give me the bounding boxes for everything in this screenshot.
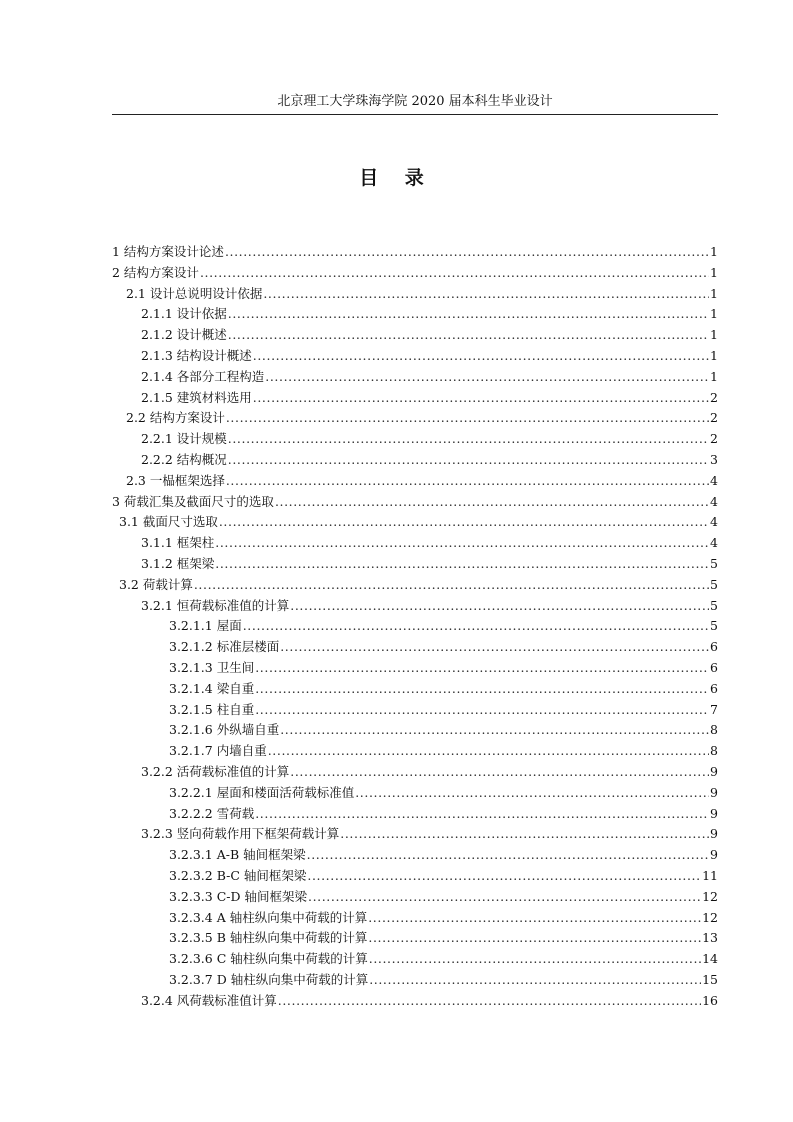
toc-dot-leader: [369, 949, 701, 970]
toc-entry[interactable]: [112, 991, 718, 1012]
toc-dot-leader: [275, 492, 709, 513]
toc-dot-leader: [255, 804, 709, 825]
toc-entry-page-number: 1: [710, 306, 718, 322]
toc-entry[interactable]: [112, 720, 718, 741]
toc-dot-leader: [200, 263, 709, 284]
toc-entry-label: 3.2.1.6 外纵墙自重: [169, 722, 280, 738]
toc-entry-page-number: 7: [710, 701, 718, 717]
toc-dot-leader: [225, 242, 709, 263]
toc-entry-label: 3.2.3.2 B-C 轴间框架梁: [169, 867, 307, 883]
toc-entry-label: 3.2.1.3 卫生间: [169, 659, 255, 675]
toc-dot-leader: [290, 596, 709, 617]
toc-entry-page-number: 6: [710, 680, 718, 696]
toc-dot-leader: [226, 408, 709, 429]
toc-entry-label: 2.1.1 设计依据: [141, 306, 227, 322]
toc-entry-page-number: 4: [710, 472, 718, 488]
toc-entry-label: 3.2.1.5 柱自重: [169, 701, 255, 717]
toc-entry[interactable]: [112, 616, 718, 637]
toc-entry[interactable]: [112, 554, 718, 575]
toc-entry[interactable]: [112, 325, 718, 346]
toc-entry[interactable]: [112, 928, 718, 949]
toc-entry-page-number: 1: [710, 368, 718, 384]
toc-entry-label: 1 结构方案设计论述: [112, 244, 224, 259]
toc-dot-leader: [307, 866, 701, 887]
toc-entry[interactable]: [112, 679, 718, 700]
toc-dot-leader: [355, 783, 709, 804]
toc-entry-label: 2.2.2 结构概况: [141, 451, 227, 467]
toc-dot-leader: [308, 887, 701, 908]
toc-entry-label: 3.2.4 风荷载标准值计算: [141, 992, 277, 1008]
toc-entry-label: 2.1.3 结构设计概述: [141, 347, 252, 363]
toc-dot-leader: [290, 762, 709, 783]
toc-entry-page-number: 9: [710, 847, 718, 863]
toc-dot-leader: [226, 471, 709, 492]
toc-dot-leader: [194, 575, 709, 596]
toc-entry-label: 3.2.1 恒荷载标准值的计算: [141, 597, 290, 613]
toc-entry-label: 3.2.1.2 标准层楼面: [169, 639, 280, 655]
toc-dot-leader: [268, 741, 709, 762]
toc-dot-leader: [280, 637, 709, 658]
toc-entry-label: 3.2.3.5 B 轴柱纵向集中荷载的计算: [169, 930, 368, 946]
toc-entry-page-number: 1: [710, 347, 718, 363]
toc-entry-label: 3.2.3.6 C 轴柱纵向集中荷载的计算: [169, 951, 368, 967]
toc-entry[interactable]: [112, 887, 718, 908]
toc-entry[interactable]: [112, 700, 718, 721]
toc-dot-leader: [368, 928, 701, 949]
toc-entry[interactable]: [112, 866, 718, 887]
toc-entry-label: 2 结构方案设计: [112, 264, 199, 280]
toc-entry-label: 3.2 荷载计算: [119, 576, 193, 592]
toc-entry-page-number: 4: [710, 514, 718, 530]
toc-dot-leader: [219, 512, 709, 533]
toc-entry-label: 3.2.3.7 D 轴柱纵向集中荷载的计算: [169, 971, 369, 987]
toc-entry-page-number: 2: [710, 410, 718, 426]
toc-entry-page-number: 1: [710, 244, 718, 259]
toc-entry-page-number: 9: [710, 784, 718, 800]
toc-dot-leader: [253, 388, 709, 409]
toc-entry[interactable]: [112, 429, 718, 450]
toc-entry-label: 3.2.3 竖向荷载作用下框架荷载计算: [141, 826, 340, 842]
toc-dot-leader: [369, 970, 701, 991]
toc-dot-leader: [228, 304, 709, 325]
toc-entry-page-number: 9: [710, 763, 718, 779]
toc-entry-page-number: 6: [710, 659, 718, 675]
toc-dot-leader: [280, 720, 709, 741]
toc-entry-label: 3.1.1 框架柱: [141, 535, 215, 551]
toc-entry[interactable]: [112, 263, 718, 284]
toc-entry-page-number: 9: [710, 826, 718, 842]
toc-entry[interactable]: [112, 346, 718, 367]
toc-entry[interactable]: [112, 367, 718, 388]
toc-entry-page-number: 1: [710, 285, 718, 301]
toc-entry[interactable]: [112, 284, 718, 305]
toc-entry-label: 3.2.2.2 雪荷载: [169, 805, 255, 821]
toc-entry-page-number: 4: [710, 493, 718, 509]
toc-entry-page-number: 8: [710, 722, 718, 738]
toc-entry[interactable]: [112, 845, 718, 866]
toc-entry-page-number: 3: [710, 451, 718, 467]
toc-entry-label: 3.2.1.1 屋面: [169, 618, 242, 634]
toc-dot-leader: [253, 346, 709, 367]
toc-entry[interactable]: [112, 762, 718, 783]
toc-entry[interactable]: [112, 804, 718, 825]
toc-entry[interactable]: [112, 512, 718, 533]
toc-entry[interactable]: [112, 408, 718, 429]
toc-entry[interactable]: [112, 492, 718, 513]
toc-dot-leader: [215, 533, 709, 554]
toc-dot-leader: [263, 284, 709, 305]
toc-entry[interactable]: [112, 304, 718, 325]
toc-entry[interactable]: [112, 970, 718, 991]
toc-entry-label: 3.2.3.4 A 轴柱纵向集中荷载的计算: [169, 909, 368, 925]
toc-entry-label: 3.2.1.4 梁自重: [169, 680, 255, 696]
header-divider: [112, 114, 718, 115]
running-header: 北京理工大学珠海学院 2020 届本科生毕业设计: [277, 94, 553, 109]
toc-dot-leader: [255, 679, 709, 700]
toc-entry-page-number: 2: [710, 389, 718, 405]
toc-entry-page-number: 13: [702, 930, 718, 946]
toc-dot-leader: [243, 616, 709, 637]
toc-dot-leader: [228, 325, 709, 346]
toc-entry[interactable]: [112, 949, 718, 970]
toc-entry-label: 3 荷载汇集及截面尺寸的选取: [112, 493, 274, 509]
toc-dot-leader: [340, 824, 709, 845]
toc-entry-label: 2.1 设计总说明设计依据: [126, 285, 263, 301]
toc-entry-page-number: 4: [710, 535, 718, 551]
toc-entry-label: 2.2.1 设计规模: [141, 431, 227, 447]
toc-entry-label: 2.3 一榀框架选择: [126, 472, 225, 488]
toc-dot-leader: [228, 429, 709, 450]
toc-entry-label: 3.2.2.1 屋面和楼面活荷载标准值: [169, 784, 355, 800]
toc-entry[interactable]: [112, 533, 718, 554]
toc-entry-page-number: 8: [710, 743, 718, 759]
toc-entry-page-number: 5: [710, 618, 718, 634]
toc-entry-label: 3.2.3.1 A-B 轴间框架梁: [169, 847, 306, 863]
toc-dot-leader: [215, 554, 709, 575]
toc-entry-page-number: 2: [710, 431, 718, 447]
toc-dot-leader: [255, 658, 709, 679]
toc-dot-leader: [368, 908, 701, 929]
toc-entry-page-number: 5: [710, 576, 718, 592]
toc-entry-page-number: 16: [702, 992, 718, 1008]
toc-entry-label: 2.1.2 设计概述: [141, 327, 227, 343]
toc-entry[interactable]: [112, 908, 718, 929]
toc-entry-label: 3.1.2 框架梁: [141, 555, 215, 571]
page-title: 目 录: [359, 167, 434, 189]
toc-entry[interactable]: [112, 242, 718, 263]
toc-dot-leader: [228, 450, 709, 471]
toc-entry[interactable]: [112, 637, 718, 658]
toc-entry-page-number: 5: [710, 597, 718, 613]
toc-entry-label: 3.2.1.7 内墙自重: [169, 743, 267, 759]
toc-entry[interactable]: [112, 388, 718, 409]
toc-entry[interactable]: [112, 596, 718, 617]
toc-dot-leader: [307, 845, 709, 866]
toc-entry[interactable]: [112, 824, 718, 845]
toc-dot-leader: [278, 991, 701, 1012]
toc-entry[interactable]: [112, 450, 718, 471]
toc-entry-page-number: 12: [702, 888, 718, 904]
toc-dot-leader: [265, 367, 709, 388]
toc-entry-page-number: 1: [710, 327, 718, 343]
toc-entry[interactable]: [112, 658, 718, 679]
toc-entry-page-number: 11: [702, 867, 718, 883]
toc-entry-page-number: 15: [702, 971, 718, 987]
toc-entry[interactable]: [112, 741, 718, 762]
toc-entry[interactable]: [112, 575, 718, 596]
toc-entry-page-number: 1: [710, 264, 718, 280]
toc-entry-page-number: 9: [710, 805, 718, 821]
toc-dot-leader: [255, 700, 709, 721]
toc-entry[interactable]: [112, 471, 718, 492]
toc-entry-label: 3.2.3.3 C-D 轴间框架梁: [169, 888, 307, 904]
toc-entry-label: 3.2.2 活荷载标准值的计算: [141, 763, 290, 779]
toc-entry-page-number: 5: [710, 555, 718, 571]
table-of-contents: [112, 242, 718, 1011]
toc-entry-label: 3.1 截面尺寸选取: [119, 514, 218, 530]
toc-entry-page-number: 12: [702, 909, 718, 925]
toc-entry-label: 2.1.4 各部分工程构造: [141, 368, 265, 384]
toc-entry-label: 2.1.5 建筑材料选用: [141, 389, 252, 405]
toc-entry[interactable]: [112, 783, 718, 804]
toc-entry-label: 2.2 结构方案设计: [126, 410, 225, 426]
toc-entry-page-number: 6: [710, 639, 718, 655]
toc-entry-page-number: 14: [702, 951, 718, 967]
